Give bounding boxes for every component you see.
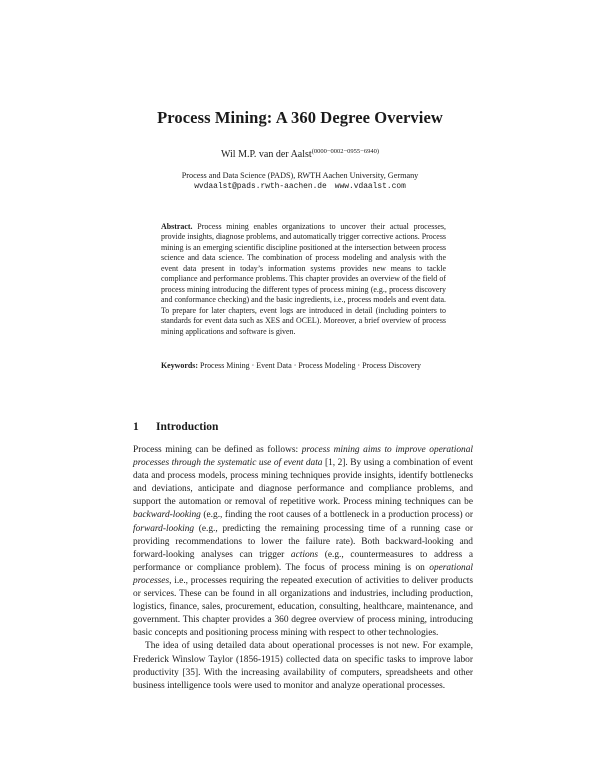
abstract-label: Abstract. [161, 222, 193, 231]
section-body [133, 444, 473, 693]
keywords-label: Keywords: [161, 361, 199, 370]
paper-title: Process Mining: A 360 Degree Overview [157, 108, 443, 127]
paragraph: The idea of using detailed data about operational processes is not new. For example, Frederick Winslow Taylor (1856-1915) collected data on specific tasks to improve labor productivity [35]. With the increasing availability of computers, spreadsheets and other business intelligence tools were used to monitor and analyze operational processes. [133, 641, 473, 691]
author-website[interactable]: www.vdaalst.com [334, 182, 406, 191]
emphasis-text: process mining aims to improve operational processes through the systematic use of event data [133, 445, 474, 469]
keyword: Process Mining [200, 361, 250, 370]
text-run: Process mining can be defined as follows: [133, 445, 302, 455]
section-heading [133, 421, 218, 433]
author-affiliation: Process and Data Science (PADS), RWTH Aachen University, Germany [181, 171, 419, 180]
text-run: (e.g., countermeasures to address a performance or compliance problem). The focus of process mining is on [133, 549, 473, 573]
emphasis-text: backward-looking [133, 510, 201, 521]
text-run: (e.g., predicting the remaining processing time of a running case or providing recommendations to lower the failure rate). Both backward-looking and forward-looking analyses can trigger [133, 523, 473, 560]
author-orcid: (0000−0002−0955−6940) [311, 148, 380, 155]
keyword: · Event Data [250, 361, 292, 370]
emphasis-text: forward-looking [133, 523, 195, 534]
text-run: [1, 2]. By using a combination of event data and process models, process mining techniques provide insights, identify bottlenecks and deviations, anticipate and diagnose performance and compliance problems, and support the automation or removal of repetitive work. Process mining techniques can be [133, 458, 473, 508]
text-run: , i.e., processes requiring the repeated execution of activities to deliver products or services. These can be found in all organizations and industries, including production, logistics, finance, sales, procurement, education, consulting, healthcare, maintenance, and government. This chapter provides a 360 degree overview of process mining, introducing basic concepts and positioning process mining with respect to other technologies. [133, 575, 473, 639]
author-email[interactable]: wvdaalst@pads.rwth-aachen.de [194, 182, 327, 191]
paragraph [133, 444, 473, 640]
author-name: Wil M.P. van der Aalst [220, 149, 312, 160]
keywords-list [200, 361, 421, 370]
abstract-text: Process mining enables organizations to uncover their actual processes, provide insights, diagnose problems, and automatically trigger corrective actions. Process mining is an emerging scientific discipline positioned at the intersection between process science and data science. The combination of process modeling and analysis with the event data present in today’s information systems provides new means to tackle compliance and performance problems. This chapter provides an overview of the field of process mining introducing the different types of process mining (e.g., process discovery and conformance checking) and the basic ingredients, i.e., process models and event data. To prepare for later chapters, event logs are introduced in detail (including pointers to standards for event data such as XES and OCEL). Moreover, a brief overview of process mining applications and software is given. [161, 222, 447, 336]
abstract [161, 222, 446, 337]
text-run: (e.g., finding the root causes of a bottleneck in a production process) or [200, 510, 473, 521]
keyword: · Process Discovery [355, 361, 420, 370]
section-number: 1 [133, 421, 139, 433]
author-line [0, 148, 600, 160]
author-contact [0, 182, 600, 191]
keywords [161, 361, 451, 371]
emphasis-text: actions [290, 549, 319, 560]
keyword: · Process Modeling [292, 361, 356, 370]
section-title: Introduction [156, 421, 219, 433]
emphasis-text: operational processes [133, 562, 473, 586]
